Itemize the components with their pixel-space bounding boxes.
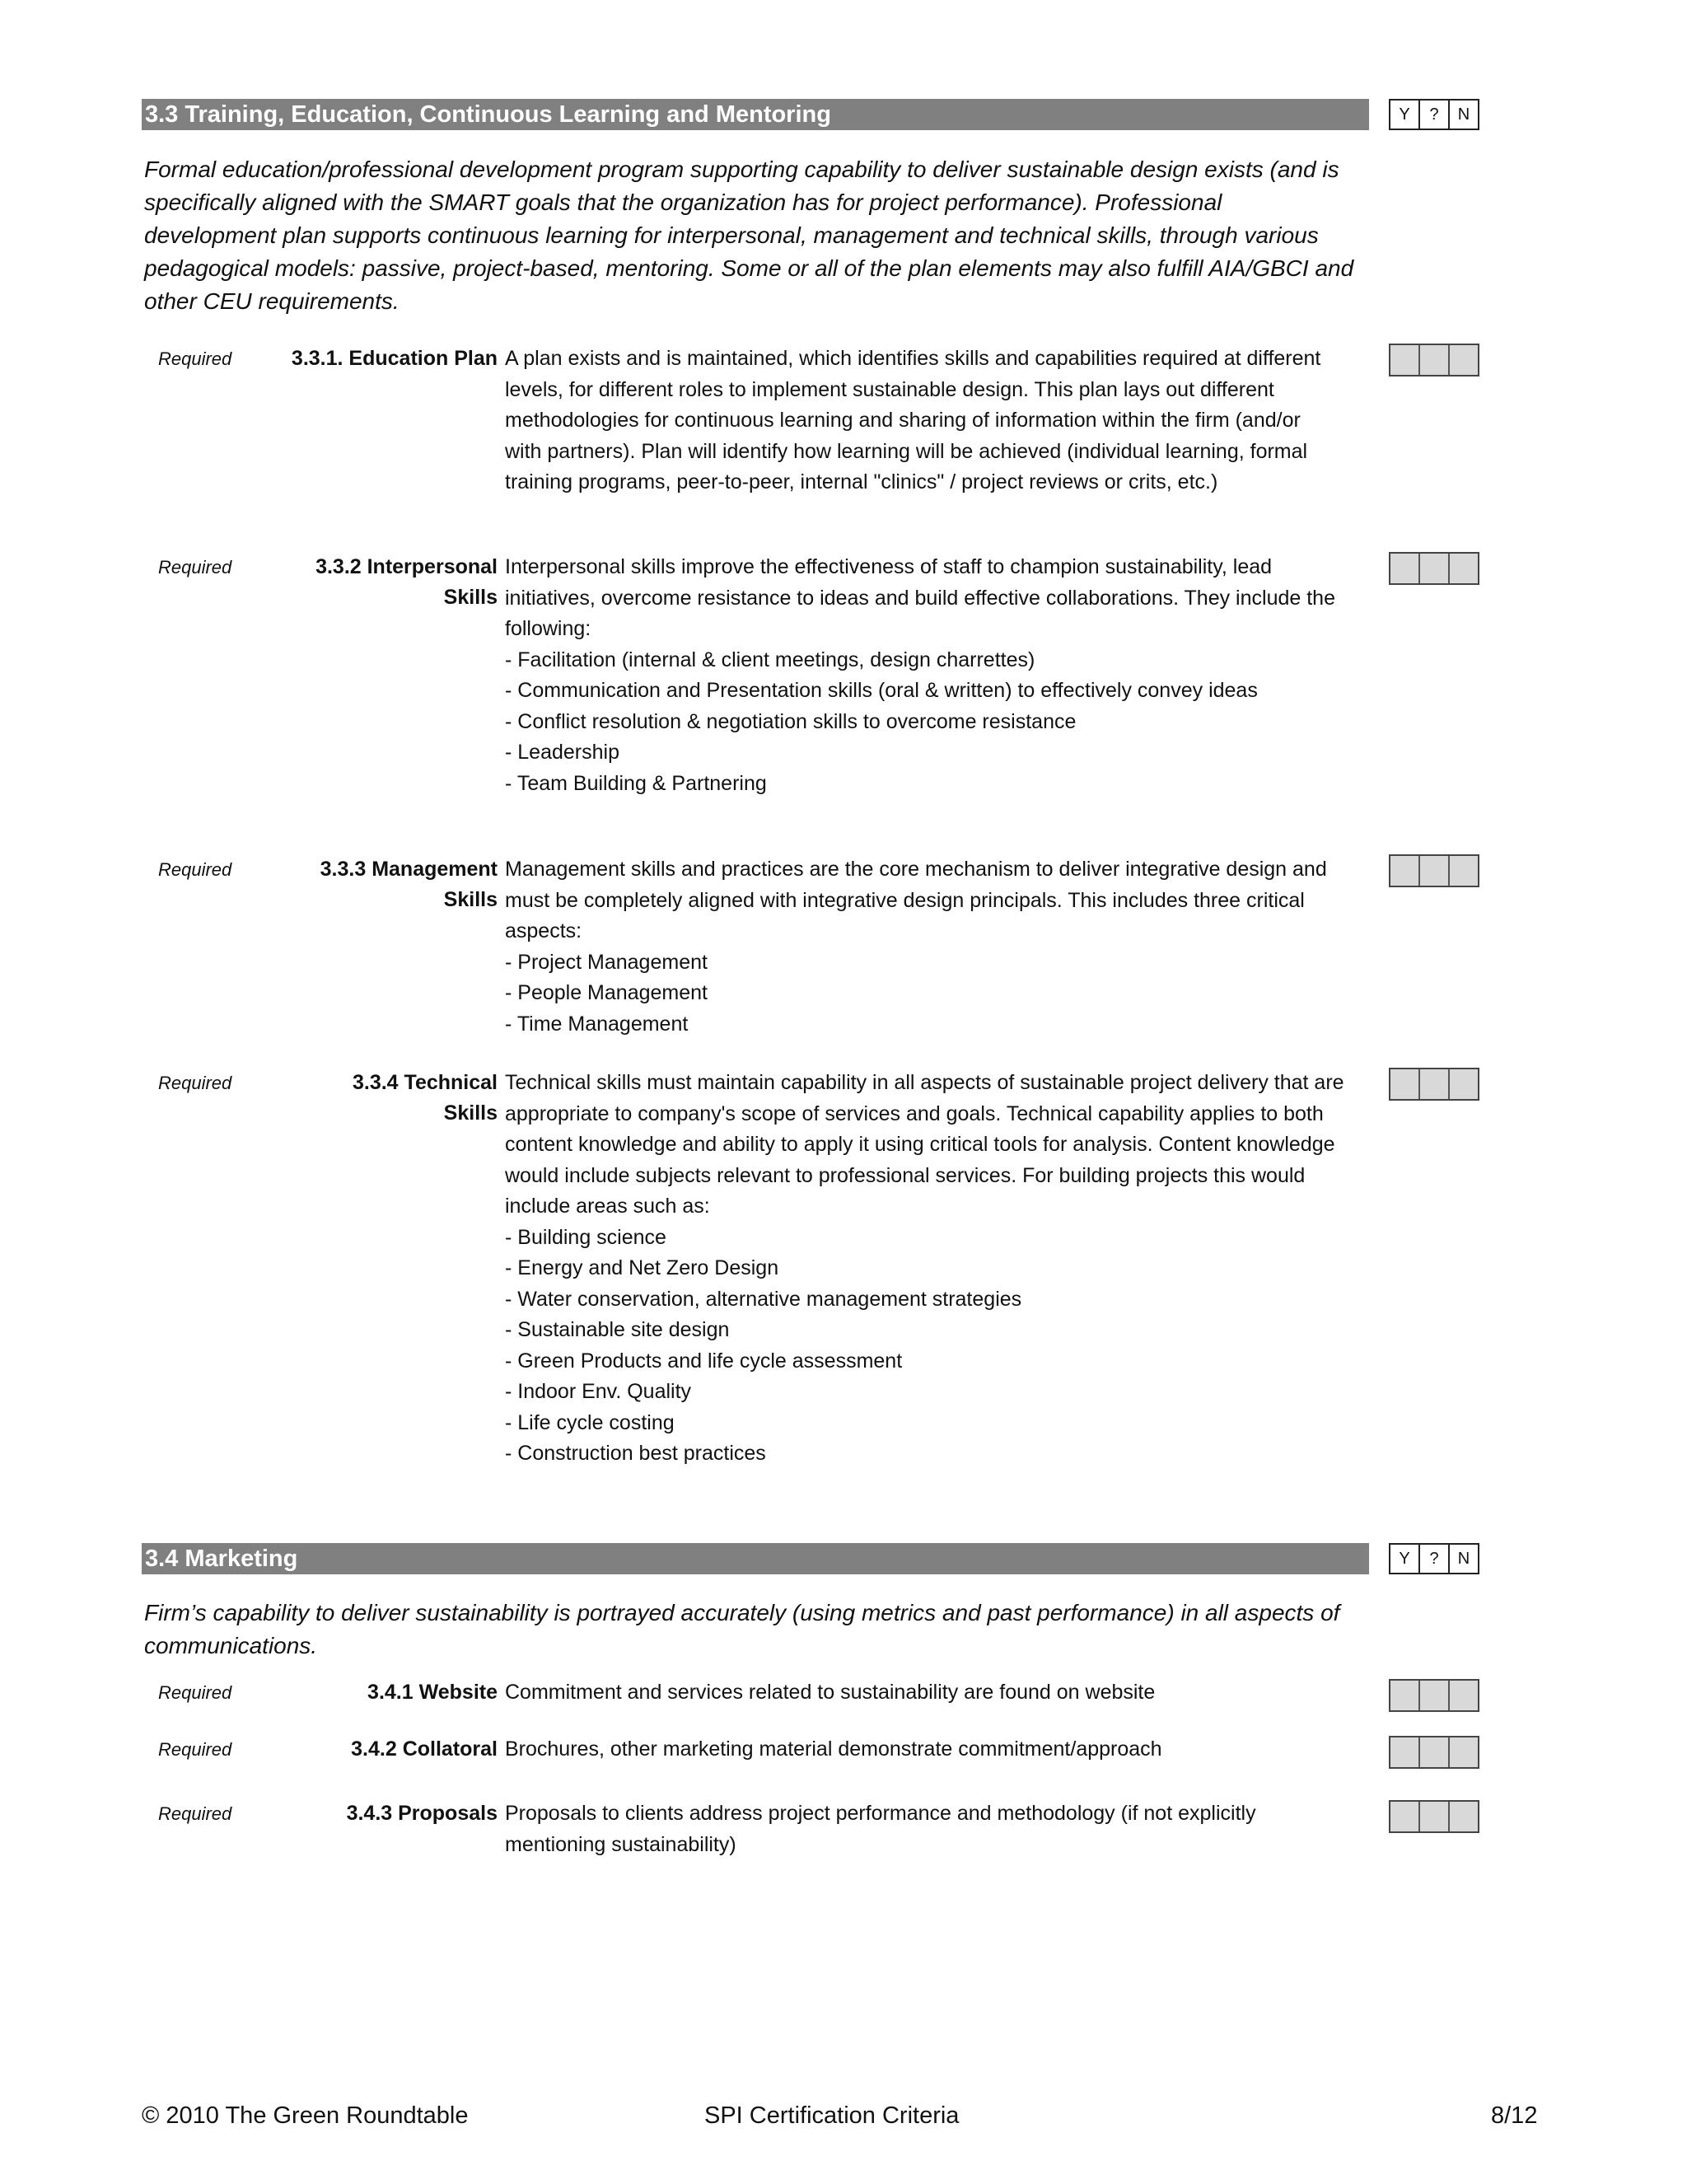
rating-no-box[interactable]	[1450, 1069, 1478, 1099]
ypn-maybe-label: ?	[1420, 101, 1450, 129]
rating-yes-box[interactable]	[1390, 1681, 1420, 1710]
rating-maybe-box[interactable]	[1420, 1802, 1450, 1831]
rating-no-box[interactable]	[1450, 1737, 1478, 1767]
rating-checkboxes[interactable]	[1389, 854, 1479, 887]
rating-maybe-box[interactable]	[1420, 856, 1450, 886]
rating-checkboxes[interactable]	[1389, 344, 1479, 376]
rating-no-box[interactable]	[1450, 345, 1478, 375]
criterion-label: 3.3.3 Management Skills	[320, 858, 498, 911]
section-3-3-header: 3.3 Training, Education, Continuous Learning and Mentoring	[142, 99, 1369, 130]
intro-line: development plan supports continuous learning for interpersonal, management and technical skills, through various	[144, 222, 1319, 248]
section-3-3-intro	[144, 153, 1380, 318]
rating-yes-box[interactable]	[1390, 1802, 1420, 1831]
rating-no-box[interactable]	[1450, 554, 1478, 583]
criterion-description: Proposals to clients address project performance and methodology (if not explicitly mentioning sustainability)	[505, 1802, 1256, 1856]
required-label: Required	[158, 859, 232, 880]
rating-yes-box[interactable]	[1390, 856, 1420, 886]
ypn-maybe-label: ?	[1420, 1545, 1450, 1573]
ypn-yes-label: Y	[1390, 1545, 1420, 1573]
footer-page-number: 8/12	[1491, 2102, 1538, 2129]
criterion-label: 3.3.4 Technical Skills	[352, 1071, 498, 1125]
rating-yes-box[interactable]	[1390, 1737, 1420, 1767]
required-label: Required	[158, 1073, 232, 1093]
criterion-label: 3.4.3 Proposals	[346, 1802, 498, 1825]
rating-maybe-box[interactable]	[1420, 345, 1450, 375]
required-label: Required	[158, 1682, 232, 1703]
criterion-label: 3.4.1 Website	[367, 1681, 498, 1704]
rating-maybe-box[interactable]	[1420, 1681, 1450, 1710]
section-3-4-ypn-legend	[1389, 1543, 1479, 1574]
rating-yes-box[interactable]	[1390, 345, 1420, 375]
required-label: Required	[158, 557, 232, 578]
rating-maybe-box[interactable]	[1420, 554, 1450, 583]
footer-copyright: © 2010 The Green Roundtable	[142, 2102, 469, 2129]
section-3-4-header: 3.4 Marketing	[142, 1543, 1369, 1574]
section-3-4-intro	[144, 1597, 1380, 1663]
ypn-yes-label: Y	[1390, 101, 1420, 129]
rating-yes-box[interactable]	[1390, 554, 1420, 583]
ypn-no-label: N	[1457, 1550, 1470, 1568]
intro-line: communications.	[144, 1633, 318, 1658]
criterion-description: Management skills and practices are the core mechanism to deliver integrative design and must be completely aligned with integrative design principals. This includes three critical aspects: - Project Management - People Management - Time Management	[505, 858, 1327, 1036]
rating-no-box[interactable]	[1450, 1681, 1478, 1710]
rating-checkboxes[interactable]	[1389, 552, 1479, 585]
rating-no-box[interactable]	[1450, 1802, 1478, 1831]
criterion-description: Technical skills must maintain capability in all aspects of sustainable project delivery that are appropriate to company's scope of services and goals. Technical capability applies to both content knowledge and ability to apply it using critical tools for analysis. Content knowledge would include subjects relevant to professional services. For building projects this would include areas such as: - Building science - Energy and Net Zero Design - Water conservation, alternative management strategies - Sustainable site design - Green Products and life cycle assessment - Indoor Env. Quality - Life cycle costing - Construction best practices	[505, 1071, 1344, 1465]
rating-checkboxes[interactable]	[1389, 1068, 1479, 1101]
criterion-label: 3.3.1. Education Plan	[291, 347, 498, 370]
ypn-no-label: N	[1457, 105, 1470, 124]
criterion-label: 3.3.2 Interpersonal Skills	[315, 555, 498, 609]
intro-line: Firm’s capability to deliver sustainability is portrayed accurately (using metrics and past performance) in all aspects of	[144, 1600, 1340, 1625]
criterion-label: 3.4.2 Collatoral	[351, 1737, 498, 1761]
criterion-description: Interpersonal skills improve the effectiveness of staff to champion sustainability, lead initiatives, overcome resistance to ideas and build effective collaborations. They include the following: - Facilitation (internal & client meetings, design charrettes) - Communication and Presentation skills (oral & written) to effectively convey ideas - Conflict resolution & negotiation skills to overcome resistance - Leadership - Team Building & Partnering	[505, 555, 1335, 795]
rating-maybe-box[interactable]	[1420, 1069, 1450, 1099]
intro-line: Formal education/professional development program supporting capability to deliver sustainable design exists (and is	[144, 157, 1339, 182]
required-label: Required	[158, 348, 232, 369]
criterion-description: A plan exists and is maintained, which identifies skills and capabilities required at different levels, for different roles to implement sustainable design. This plan lays out different methodologies for continuous learning and sharing of information within the firm (and/or with partners). Plan will identify how learning will be achieved (individual learning, formal training programs, peer-to-peer, internal "clinics" / project reviews or crits, etc.)	[505, 347, 1321, 493]
intro-line: other CEU requirements.	[144, 288, 400, 314]
rating-maybe-box[interactable]	[1420, 1737, 1450, 1767]
rating-yes-box[interactable]	[1390, 1069, 1420, 1099]
intro-line: specifically aligned with the SMART goals that the organization has for project performance). Professional	[144, 189, 1222, 215]
footer-document-title: SPI Certification Criteria	[704, 2102, 960, 2129]
criterion-description: Commitment and services related to sustainability are found on website	[505, 1681, 1156, 1704]
section-3-3-ypn-legend	[1389, 99, 1479, 130]
rating-checkboxes[interactable]	[1389, 1800, 1479, 1833]
rating-no-box[interactable]	[1450, 856, 1478, 886]
required-label: Required	[158, 1739, 232, 1760]
required-label: Required	[158, 1803, 232, 1824]
intro-line: pedagogical models: passive, project-based, mentoring. Some or all of the plan elements may also fulfill AIA/GBCI and	[144, 255, 1354, 281]
criterion-description: Brochures, other marketing material demonstrate commitment/approach	[505, 1737, 1162, 1761]
rating-checkboxes[interactable]	[1389, 1736, 1479, 1769]
rating-checkboxes[interactable]	[1389, 1679, 1479, 1712]
